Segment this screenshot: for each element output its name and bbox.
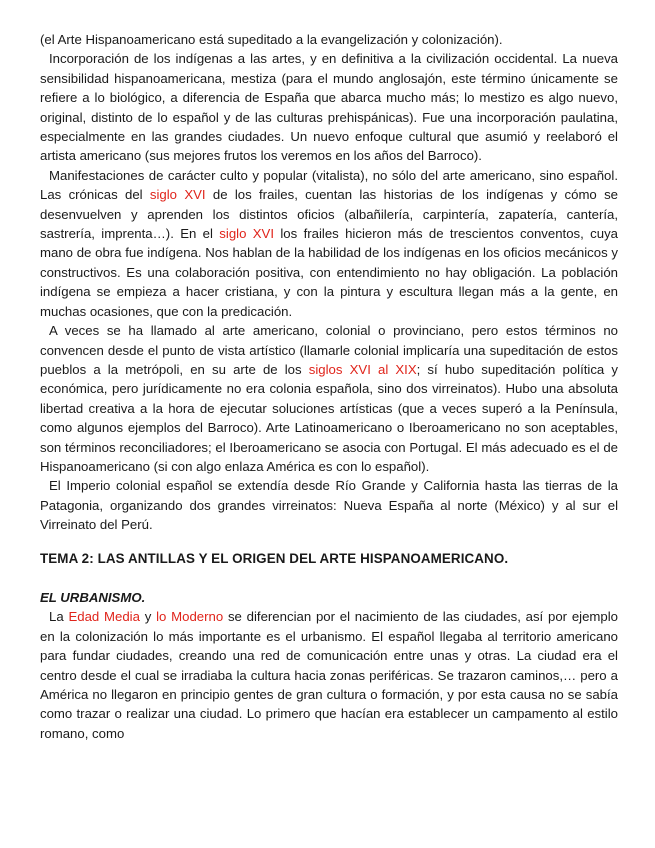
paragraph-indigenous-incorporation: Incorporación de los indígenas a las artes, y en definitiva a la civilización occidental. La nueva sensibilidad hispanoamericana, mestiza (para el mundo anglosajón, este término únicamente se refiere a lo biológico, a diferencia de España que abarca mucho más; lo mestizo es algo nuevo, original, distinto de lo español y de las culturas prehispánicas). Fue una incorporación paulatina, especialmente en las grandes ciudades. Un nuevo enfoque cultural que asumió y reelaboró el artista americano (sus mejores frutos los veremos en los años del Barroco). [40,51,618,164]
text-segment: A veces se ha llamado al arte americano, colonial o provinciano, pero estos términos no convencen desde el punto de vista artístico (llamarle colonial implicaría una supeditación de estos pueblos a la metrópoli, en su arte de los [40,323,618,377]
text-segment: de los frailes, cuentan las historias de los indígenas y cómo se desenvuelven y aprenden los distintos oficios (albañilería, carpintería, zapatería, cantería, sastrería, imprenta…). En el [40,187,618,242]
text-segment: los frailes hicieron más de trescientos conventos, cuya mano de obra fue indígena. Nos hablan de la habilidad de los indígenas en los oficios mecánicos y constructivos. Es una colaboración positiva, con entendimiento no hay obligación. La población indígena se empieza a hacer cristiana, y con la pintura y escultura llegan más a la gente, en muchas ocasiones, que con la predicación. [40,226,618,319]
paragraph-empire-extent: El Imperio colonial español se extendía desde Río Grande y California hasta las tierras de la Patagonia, organizando dos grandes virreinatos: Nueva España al norte (México) y al sur el Virreinato del Perú. [40,478,618,533]
section-subheading: EL URBANISMO. [40,589,146,605]
section-heading: TEMA 2: LAS ANTILLAS Y EL ORIGEN DEL ARTE HISPANOAMERICANO. [40,550,509,566]
highlight-siglos-xvi-xix: siglos XVI al XIX [308,361,417,377]
text-segment: Manifestaciones de carácter culto y popular (vitalista), no sólo del arte americano, sino español. Las crónicas del [40,167,618,203]
document-page [40,30,618,743]
paragraph-urbanism [40,607,618,743]
highlight-siglo-xvi: siglo XVI [219,226,275,242]
highlight-lo-moderno: lo Moderno [156,609,224,625]
highlight-edad-media: Edad Media [68,609,140,625]
text-segment: se diferencian por el nacimiento de las ciudades, así por ejemplo en la colonización lo más importante es el urbanismo. El español llegaba al territorio americano para fundar ciudades, creando una red de comunicación entre unas y otras. La ciudad era el centro desde el cual se irradiaba la cultura hacia zonas periféricas. Se trazaron caminos,… pero a América no llegaron en principio gentes de gran cultura o formación, y por esta causa no se sabía como trazar o realizar una ciudad. Lo primero que hacían era establecer un campamento al estilo romano, como [40,609,619,741]
text-segment: La [49,609,69,625]
text-segment: y [139,609,157,625]
paragraph-manifestations [40,166,618,321]
highlight-siglo-xvi: siglo XVI [149,187,206,203]
paragraph-terminology [40,321,618,476]
text-segment: ; sí hubo supeditación política y económica, pero jurídicamente no era colonia española, sino dos virreinatos). Hubo una absoluta libertad creativa a la hora de ejecutar soluciones artísticas (que a veces superó a la Península, como algunos ejemplos del Barroco). Arte Latinoamericano o Iberoamericano no son aceptables, son términos reconciliadores; el Iberoamericano se asocia con Portugal. El más adecuado es el de Hispanoamericano (si con algo enlaza América es con lo español). [40,361,618,474]
paragraph-intro-continuation: (el Arte Hispanoamericano está supeditado a la evangelización y colonización). [40,32,503,47]
